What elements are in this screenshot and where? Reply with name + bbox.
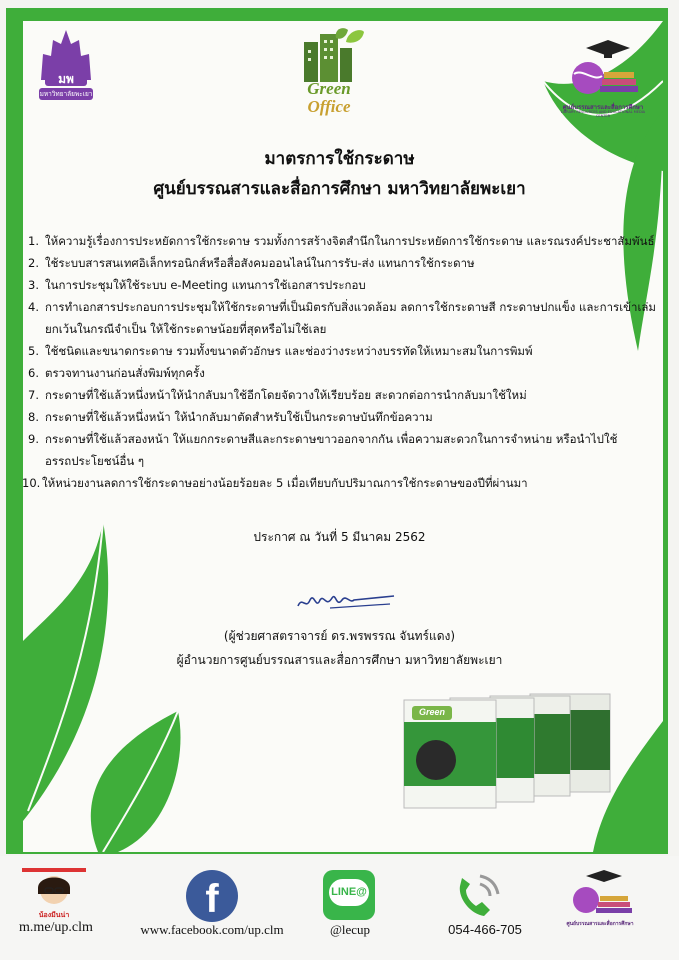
item-text: ให้หน่วยงานลดการใช้กระดาษอย่างน้อยร้อยละ 5 เมื่อเทียบกับปริมาณการใช้กระดาษของปีที่ผ่านมา xyxy=(42,476,528,490)
item-number: 5. xyxy=(28,344,39,358)
green-office-line1: Green xyxy=(307,79,351,98)
item-text: การทำเอกสารประกอบการประชุมให้ใช้กระดาษที่เป็นมิตรกับสิ่งแวดล้อม ลดการใช้กระดาษสี กระดาษปกแข็ง และการเข้าเล่ม xyxy=(45,300,657,314)
library-center-subtitle: LIBRARY RESOURCES AND EDUCATIONAL MEDIA CENTER xyxy=(560,110,646,118)
page-title: มาตรการใช้กระดาษ xyxy=(264,149,415,169)
phone-number[interactable]: 054-466-705 xyxy=(448,922,522,937)
messenger-contact[interactable] xyxy=(14,866,94,946)
university-logo xyxy=(35,28,97,108)
item-number: 3. xyxy=(28,278,39,292)
item-text: ใช้ระบบสารสนเทศอิเล็กทรอนิกส์หรือสื่อสังคมออนไลน์ในการรับ-ส่ง แทนการใช้กระดาษ xyxy=(45,256,475,270)
item-number: 7. xyxy=(28,388,39,402)
list-item xyxy=(28,252,668,274)
graduation-cap-globe-icon xyxy=(558,38,648,102)
footer-library-logo xyxy=(560,868,640,932)
signer-position: ผู้อำนวยการศูนย์บรรณสารและสื่อการศึกษา มหาวิทยาลัยพะเยา xyxy=(176,653,503,667)
facebook-link[interactable]: www.facebook.com/up.clm xyxy=(140,922,284,937)
item-text: กระดาษที่ใช้แล้วหนึ่งหน้าให้นำกลับมาใช้อีกโดยจัดวางให้เรียบร้อย สะดวกต่อการนำกลับมาใช้ใหม่ xyxy=(45,388,527,402)
item-text: ให้ความรู้เรื่องการประหยัดการใช้กระดาษ รวมทั้งการสร้างจิตสำนึกในการประหยัดการใช้กระดาษ และรณรงค์ประชาสัมพันธ์ xyxy=(45,234,655,248)
item-text-continued: อรรถประโยชน์อื่น ๆ xyxy=(45,454,145,468)
phone-icon[interactable] xyxy=(450,868,502,922)
green-office-logo xyxy=(288,28,370,120)
page-subtitle: ศูนย์บรรณสารและสื่อการศึกษา มหาวิทยาลัยพะเยา xyxy=(153,179,526,199)
mascot-icon xyxy=(14,866,94,912)
list-item xyxy=(28,274,668,296)
leaf-bottom-center-icon xyxy=(78,711,188,852)
line-handle[interactable]: @lecup xyxy=(329,922,371,937)
list-item xyxy=(22,472,668,494)
item-number: 4. xyxy=(28,300,39,314)
library-center-name: ศูนย์บรรณสารและสื่อการศึกษา xyxy=(562,104,644,111)
announcement-date: ประกาศ ณ วันที่ 5 มีนาคม 2562 xyxy=(253,530,426,544)
list-item xyxy=(28,230,668,252)
item-text: ในการประชุมให้ใช้ระบบ e-Meeting แทนการใช้เอกสารประกอบ xyxy=(45,278,366,292)
item-number: 1. xyxy=(28,234,39,248)
item-number: 6. xyxy=(28,366,39,380)
footer-library-name: ศูนย์บรรณสารและสื่อการศึกษา xyxy=(566,921,634,927)
item-text: กระดาษที่ใช้แล้วหนึ่งหน้า ให้นำกลับมาตัดสำหรับใช้เป็นกระดาษบันทึกข้อความ xyxy=(45,410,433,424)
measures-list xyxy=(22,230,668,494)
library-center-logo xyxy=(558,38,648,118)
signer-name: (ผู้ช่วยศาสตราจารย์ ดร.พรพรรณ จันทร์แดง) xyxy=(223,629,456,643)
item-number: 8. xyxy=(28,410,39,424)
mascot-caption: น้องมีนน่า xyxy=(38,911,70,919)
item-text: กระดาษที่ใช้แล้วสองหน้า ให้แยกกระดาษสีและกระดาษขาวออกจากกัน เพื่อความสะดวกในการจำหน่าย หรือนำไปใช้ xyxy=(45,432,618,446)
university-name-label: มหาวิทยาลัยพะเยา xyxy=(39,90,93,98)
facebook-icon[interactable]: f xyxy=(186,870,238,922)
signature-icon xyxy=(290,588,400,618)
list-item xyxy=(28,384,668,406)
list-item xyxy=(28,340,668,362)
list-item xyxy=(28,428,668,472)
list-item xyxy=(28,362,668,384)
item-number: 9. xyxy=(28,432,39,446)
green-office-line2: Office xyxy=(307,97,351,116)
item-number: 10. xyxy=(22,476,41,490)
svg-text:มพ: มพ xyxy=(58,72,74,86)
product-box-label: Green xyxy=(418,707,445,717)
messenger-link[interactable]: m.me/up.clm xyxy=(19,920,93,935)
line-icon[interactable] xyxy=(323,870,375,920)
item-text-continued: ยกเว้นในกรณีจำเป็น ให้ใช้กระดาษน้อยที่สุดหรือไม่ใช้เลย xyxy=(45,322,327,336)
footer-library-logo-icon xyxy=(560,868,640,918)
list-item xyxy=(28,406,668,428)
item-number: 2. xyxy=(28,256,39,270)
item-text: ตรวจทานงานก่อนสั่งพิมพ์ทุกครั้ง xyxy=(45,366,205,380)
list-item xyxy=(28,296,668,340)
line-glyph: LINE@ xyxy=(329,879,369,906)
item-text: ใช้ชนิดและขนาดกระดาษ รวมทั้งขนาดตัวอักษร และช่องว่างระหว่างบรรทัดให้เหมาะสมในการพิมพ์ xyxy=(45,344,533,358)
